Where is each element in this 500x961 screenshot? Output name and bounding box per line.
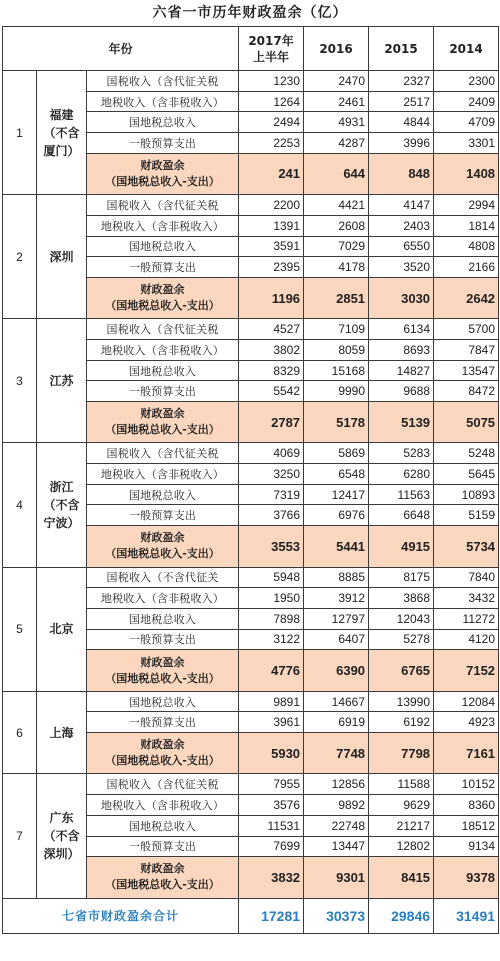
value-cell: 22748 [304,815,369,836]
value-cell: 2470 [304,71,369,92]
value-cell: 4709 [434,112,499,133]
value-cell: 11563 [369,484,434,505]
value-cell: 14827 [369,360,434,381]
value-cell: 5248 [434,443,499,464]
value-cell: 9990 [304,381,369,402]
surplus-label-line2: （国地税总收入-支出） [105,878,220,892]
surplus-value: 848 [369,153,434,194]
surplus-value: 9301 [304,857,369,898]
surplus-label-line1: 财政盈余 [140,531,185,545]
value-cell: 11531 [239,815,304,836]
col-header-2015: 2015 [369,27,434,71]
surplus-value: 7748 [304,733,369,774]
value-cell: 3591 [239,236,304,257]
surplus-label-line1: 财政盈余 [140,158,185,172]
item-label: 地税收入（含非税收入） [87,215,239,236]
surplus-value: 9378 [434,857,499,898]
table-row [3,71,499,92]
surplus-value: 5139 [369,402,434,443]
region-index: 7 [3,774,37,898]
value-cell: 8175 [369,567,434,588]
item-label: 国地税总收入 [87,608,239,629]
value-cell: 12043 [369,608,434,629]
value-cell: 6548 [304,464,369,485]
surplus-label-line1: 财政盈余 [140,738,185,752]
region-name-line: （不含 [43,829,80,844]
table-row [3,319,499,340]
table-row [3,567,499,588]
value-cell: 5159 [434,505,499,526]
surplus-value: 7798 [369,733,434,774]
value-cell: 6134 [369,319,434,340]
region-name [37,319,87,443]
region-name-line: 浙江 [49,479,74,494]
value-cell: 6280 [369,464,434,485]
surplus-value: 2787 [239,402,304,443]
value-cell: 4844 [369,112,434,133]
value-cell: 3520 [369,257,434,278]
value-cell: 10152 [434,774,499,795]
value-cell: 6648 [369,505,434,526]
surplus-label-line2: （国地税总收入-支出） [105,671,220,685]
value-cell: 13990 [369,691,434,712]
value-cell: 8059 [304,339,369,360]
item-label: 国地税总收入 [87,691,239,712]
item-label: 一般预算支出 [87,712,239,733]
region-name-line: （不含 [43,125,80,140]
item-label: 国税收入（含代征关税 [87,319,239,340]
surplus-value: 3832 [239,857,304,898]
surplus-value: 7152 [434,650,499,691]
table-row [3,774,499,795]
total-value: 30373 [304,898,369,933]
value-cell: 2403 [369,215,434,236]
value-cell: 5869 [304,443,369,464]
year-header: 年份 [3,27,239,71]
item-label: 一般预算支出 [87,505,239,526]
header-row [3,27,499,71]
item-label: 一般预算支出 [87,836,239,857]
surplus-value: 644 [304,153,369,194]
region-index: 2 [3,195,37,319]
surplus-label-line2: （国地税总收入-支出） [105,299,220,313]
surplus-value: 5075 [434,402,499,443]
region-name-line: 深圳） [43,847,80,862]
value-cell: 4120 [434,629,499,650]
surplus-value: 2851 [304,277,369,318]
value-cell: 5542 [239,381,304,402]
value-cell: 2608 [304,215,369,236]
value-cell: 2253 [239,133,304,154]
value-cell: 12802 [369,836,434,857]
surplus-value: 2642 [434,277,499,318]
surplus-value: 241 [239,153,304,194]
value-cell: 5645 [434,464,499,485]
region-name-line: 宁波） [43,515,80,530]
item-label: 国地税总收入 [87,360,239,381]
value-cell: 2409 [434,91,499,112]
total-value: 17281 [239,898,304,933]
value-cell: 8693 [369,339,434,360]
item-label: 国税收入（含代征关税 [87,71,239,92]
value-cell: 9629 [369,795,434,816]
region-name [37,71,87,195]
col-header-2017-line1: 2017年 [248,33,294,48]
item-label: 地税收入（含非税收入） [87,795,239,816]
value-cell: 18512 [434,815,499,836]
region-name-line: 深圳 [49,249,74,264]
item-label: 一般预算支出 [87,381,239,402]
col-header-2017h1 [239,27,304,71]
value-cell: 12417 [304,484,369,505]
value-cell: 2395 [239,257,304,278]
value-cell: 6919 [304,712,369,733]
value-cell: 1230 [239,71,304,92]
value-cell: 3868 [369,588,434,609]
region-name [37,691,87,774]
value-cell: 4069 [239,443,304,464]
surplus-label-line1: 财政盈余 [140,407,185,421]
surplus-value: 5178 [304,402,369,443]
region-name-line: （不含 [43,497,80,512]
value-cell: 3250 [239,464,304,485]
item-label: 国税收入（不含代征关 [87,567,239,588]
value-cell: 3766 [239,505,304,526]
value-cell: 2994 [434,195,499,216]
value-cell: 5278 [369,629,434,650]
value-cell: 2494 [239,112,304,133]
value-cell: 7847 [434,339,499,360]
value-cell: 7898 [239,608,304,629]
value-cell: 6550 [369,236,434,257]
value-cell: 4527 [239,319,304,340]
value-cell: 12797 [304,608,369,629]
region-name-line: 北京 [49,622,74,637]
value-cell: 4421 [304,195,369,216]
surplus-value: 4915 [369,526,434,567]
surplus-label [87,857,239,898]
value-cell: 2300 [434,71,499,92]
surplus-label [87,733,239,774]
table-row [3,443,499,464]
surplus-value: 8415 [369,857,434,898]
page-title: 六省一市历年财政盈余（亿） [152,5,348,21]
value-cell: 2166 [434,257,499,278]
region-name-line: 福建 [49,107,74,122]
value-cell: 3122 [239,629,304,650]
value-cell: 4147 [369,195,434,216]
value-cell: 6407 [304,629,369,650]
surplus-value: 5734 [434,526,499,567]
value-cell: 2461 [304,91,369,112]
surplus-label-line2: （国地税总收入-支出） [105,547,220,561]
value-cell: 7319 [239,484,304,505]
item-label: 地税收入（含非税收入） [87,464,239,485]
value-cell: 2327 [369,71,434,92]
surplus-label [87,526,239,567]
value-cell: 3996 [369,133,434,154]
value-cell: 3301 [434,133,499,154]
item-label: 国地税总收入 [87,484,239,505]
surplus-value: 5930 [239,733,304,774]
table-row [3,195,499,216]
surplus-label-line2: （国地税总收入-支出） [105,754,220,768]
value-cell: 7109 [304,319,369,340]
value-cell: 3961 [239,712,304,733]
surplus-label-line2: （国地税总收入-支出） [105,174,220,188]
region-index: 1 [3,71,37,195]
value-cell: 1814 [434,215,499,236]
value-cell: 7955 [239,774,304,795]
value-cell: 3802 [239,339,304,360]
surplus-label [87,650,239,691]
value-cell: 13547 [434,360,499,381]
region-index: 6 [3,691,37,774]
surplus-label-line1: 财政盈余 [140,283,185,297]
value-cell: 3912 [304,588,369,609]
total-label: 七省市财政盈余合计 [3,898,239,933]
value-cell: 5948 [239,567,304,588]
item-label: 地税收入（含非税收入） [87,588,239,609]
value-cell: 2517 [369,91,434,112]
value-cell: 12084 [434,691,499,712]
surplus-value: 6765 [369,650,434,691]
value-cell: 5283 [369,443,434,464]
value-cell: 15168 [304,360,369,381]
region-name [37,774,87,898]
item-label: 国税收入（含代征关税 [87,443,239,464]
region-name-line: 广东 [49,811,74,826]
value-cell: 12856 [304,774,369,795]
value-cell: 9134 [434,836,499,857]
value-cell: 4923 [434,712,499,733]
value-cell: 14667 [304,691,369,712]
surplus-label-line2: （国地税总收入-支出） [105,423,220,437]
total-value: 29846 [369,898,434,933]
item-label: 地税收入（含非税收入） [87,91,239,112]
item-label: 国税收入（含代征关税 [87,195,239,216]
value-cell: 1950 [239,588,304,609]
table-row [3,691,499,712]
surplus-value: 1196 [239,277,304,318]
surplus-label [87,277,239,318]
item-label: 一般预算支出 [87,257,239,278]
table-body [3,71,499,934]
value-cell: 10893 [434,484,499,505]
total-value: 31491 [434,898,499,933]
value-cell: 7699 [239,836,304,857]
value-cell: 8885 [304,567,369,588]
surplus-value: 4776 [239,650,304,691]
surplus-value: 3553 [239,526,304,567]
region-name-line: 江苏 [49,373,74,388]
value-cell: 3432 [434,588,499,609]
value-cell: 4931 [304,112,369,133]
region-name [37,195,87,319]
value-cell: 4287 [304,133,369,154]
surplus-value: 5441 [304,526,369,567]
item-label: 国税收入（含代征关税 [87,774,239,795]
surplus-label [87,153,239,194]
value-cell: 8329 [239,360,304,381]
value-cell: 1264 [239,91,304,112]
item-label: 国地税总收入 [87,236,239,257]
value-cell: 21217 [369,815,434,836]
region-name-line: 厦门） [43,143,80,158]
surplus-value: 6390 [304,650,369,691]
surplus-value: 3030 [369,277,434,318]
col-header-2016: 2016 [304,27,369,71]
value-cell: 2200 [239,195,304,216]
item-label: 一般预算支出 [87,133,239,154]
item-label: 一般预算支出 [87,629,239,650]
region-name-line: 上海 [49,725,74,740]
region-name [37,567,87,691]
value-cell: 6192 [369,712,434,733]
value-cell: 13447 [304,836,369,857]
value-cell: 1391 [239,215,304,236]
total-row [3,898,499,933]
value-cell: 7840 [434,567,499,588]
surplus-value: 7161 [434,733,499,774]
value-cell: 3576 [239,795,304,816]
value-cell: 8472 [434,381,499,402]
surplus-label-line1: 财政盈余 [140,862,185,876]
item-label: 地税收入（含非税收入） [87,339,239,360]
item-label: 国地税总收入 [87,112,239,133]
surplus-label-line1: 财政盈余 [140,655,185,669]
col-header-2014: 2014 [434,27,499,71]
region-index: 5 [3,567,37,691]
value-cell: 8360 [434,795,499,816]
value-cell: 11588 [369,774,434,795]
col-header-2017-line2: 上半年 [253,49,290,64]
fiscal-surplus-table [2,26,499,934]
value-cell: 7029 [304,236,369,257]
region-name [37,443,87,567]
value-cell: 9891 [239,691,304,712]
value-cell: 4808 [434,236,499,257]
value-cell: 4178 [304,257,369,278]
value-cell: 9688 [369,381,434,402]
item-label: 国地税总收入 [87,815,239,836]
region-index: 3 [3,319,37,443]
value-cell: 11272 [434,608,499,629]
region-index: 4 [3,443,37,567]
surplus-label [87,402,239,443]
value-cell: 5700 [434,319,499,340]
value-cell: 6976 [304,505,369,526]
value-cell: 9892 [304,795,369,816]
surplus-value: 1408 [434,153,499,194]
